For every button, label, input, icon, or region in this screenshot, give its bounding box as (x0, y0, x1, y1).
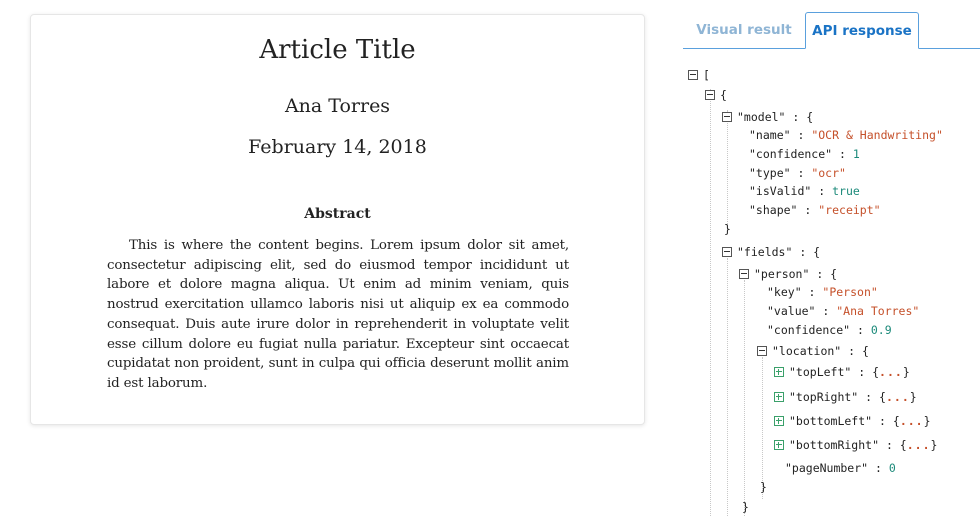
json-key: "bottomRight" (789, 438, 880, 452)
json-colon: : (850, 323, 871, 337)
json-key: "model" (737, 110, 786, 124)
json-collapsed-ellipsis[interactable]: ... (879, 365, 903, 379)
json-colon: : (792, 245, 814, 259)
json-key: "shape" (749, 203, 798, 217)
json-tree-row (705, 86, 727, 104)
json-value: "OCR & Handwriting" (811, 128, 943, 142)
json-colon: : (790, 128, 812, 142)
article-author: Ana Torres (284, 95, 391, 117)
json-key: "topLeft" (789, 365, 852, 379)
json-open-brace: [ (703, 68, 710, 82)
json-collapsed-ellipsis[interactable]: ... (906, 438, 931, 452)
json-tree-row (767, 321, 892, 339)
json-tree-row (785, 459, 896, 477)
indent-guide (727, 110, 728, 230)
json-close-brace: } (760, 480, 767, 494)
json-key: "isValid" (749, 184, 812, 198)
json-open-brace: { (872, 365, 880, 379)
json-tree-row (774, 388, 917, 406)
json-tree-row (749, 145, 860, 163)
json-tree-row (749, 201, 881, 219)
json-tree-row (760, 478, 767, 496)
collapse-node-icon[interactable] (688, 70, 698, 80)
json-colon: : (858, 390, 880, 404)
json-key: "topRight" (789, 390, 859, 404)
json-tree-row (722, 108, 813, 126)
json-key: "person" (754, 267, 810, 281)
article-date: February 14, 2018 (248, 136, 427, 158)
json-close-brace: } (909, 390, 917, 404)
collapse-node-icon[interactable] (722, 247, 732, 257)
json-value: "Ana Torres" (836, 304, 920, 318)
json-tree-row (749, 164, 846, 182)
json-key: "value" (767, 304, 816, 318)
json-tree-row (739, 265, 837, 283)
json-key: "location" (772, 344, 842, 358)
result-tabs (683, 12, 980, 49)
json-collapsed-ellipsis[interactable]: ... (885, 390, 910, 404)
json-open-brace: { (720, 88, 727, 102)
abstract-heading: Abstract (304, 206, 371, 222)
json-colon: : (797, 203, 819, 217)
json-tree-row (774, 412, 931, 430)
expand-node-icon[interactable] (774, 416, 784, 426)
json-colon: : (809, 267, 831, 281)
json-tree-row (774, 363, 910, 381)
json-close-brace: } (923, 414, 931, 428)
json-tree-row (767, 283, 878, 301)
json-colon: : (841, 344, 863, 358)
indent-guide (710, 89, 711, 516)
json-value: "ocr" (811, 166, 846, 180)
article-title: Article Title (259, 35, 416, 65)
json-key: "pageNumber" (785, 461, 869, 475)
json-value: 0 (888, 461, 896, 475)
json-key: "type" (749, 166, 791, 180)
json-tree-row (724, 220, 731, 238)
collapse-node-icon[interactable] (722, 112, 732, 122)
expand-node-icon[interactable] (774, 440, 784, 450)
json-open-brace: { (862, 344, 869, 358)
json-tree-row (722, 243, 820, 261)
json-close-brace: } (742, 500, 749, 514)
json-open-brace: { (899, 438, 907, 452)
tab-visual-result[interactable]: Visual result (696, 22, 792, 38)
expand-node-icon[interactable] (774, 392, 784, 402)
json-close-brace: } (724, 222, 731, 236)
collapse-node-icon[interactable] (739, 269, 749, 279)
json-tree-row (688, 66, 710, 84)
json-collapsed-ellipsis[interactable]: ... (899, 414, 924, 428)
json-tree-row (749, 182, 860, 200)
collapse-node-icon[interactable] (757, 346, 767, 356)
indent-guide (727, 258, 728, 516)
json-key: "key" (767, 285, 802, 299)
json-colon: : (879, 438, 900, 452)
indent-guide (744, 280, 745, 516)
json-tree-row (757, 342, 869, 360)
json-tree-row (742, 498, 749, 516)
json-colon: : (872, 414, 893, 428)
json-value: true (832, 184, 860, 198)
json-colon: : (832, 147, 853, 161)
json-key: "confidence" (767, 323, 851, 337)
json-key: "name" (749, 128, 791, 142)
json-close-brace: } (902, 365, 910, 379)
json-value: "receipt" (818, 203, 881, 217)
json-tree-row (767, 302, 919, 320)
collapse-node-icon[interactable] (705, 90, 715, 100)
json-colon: : (815, 304, 837, 318)
json-open-brace: { (830, 267, 838, 281)
json-open-brace: { (892, 414, 900, 428)
json-open-brace: { (806, 110, 814, 124)
document-preview (30, 14, 645, 425)
json-colon: : (801, 285, 823, 299)
json-key: "fields" (737, 245, 793, 259)
json-close-brace: } (930, 438, 938, 452)
json-tree-row (749, 126, 943, 144)
json-colon: : (790, 166, 812, 180)
json-colon: : (868, 461, 889, 475)
expand-node-icon[interactable] (774, 367, 784, 377)
json-colon: : (785, 110, 807, 124)
json-colon: : (851, 365, 873, 379)
json-open-brace: { (813, 245, 821, 259)
json-open-brace: { (879, 390, 886, 404)
json-tree-row (774, 436, 937, 454)
json-value: 0.9 (870, 323, 892, 337)
tab-api-response[interactable]: API response (805, 12, 919, 49)
json-value: "Person" (822, 285, 878, 299)
abstract-body: This is where the content begins. Lorem ipsum dolor sit amet, consectetur adipiscing elit, sed do eiusmod tempor incididunt ut labore et dolore magna aliqua. Ut enim ad minim veniam, quis nostrud exercitation ullamco laboris nisi ut aliquip ex ea commodo consequat. Duis aute irure dolor in reprehenderit in voluptate velit esse cillum dolore eu fugiat nulla pariatur. Excepteur sint occaecat cupidatat non proident, sunt in culpa qui officia deserunt mollit anim id est laborum. (107, 238, 569, 391)
json-value: 1 (852, 147, 860, 161)
json-key: "confidence" (749, 147, 833, 161)
json-colon: : (811, 184, 833, 198)
json-tree-viewer (683, 62, 980, 516)
json-key: "bottomLeft" (789, 414, 873, 428)
